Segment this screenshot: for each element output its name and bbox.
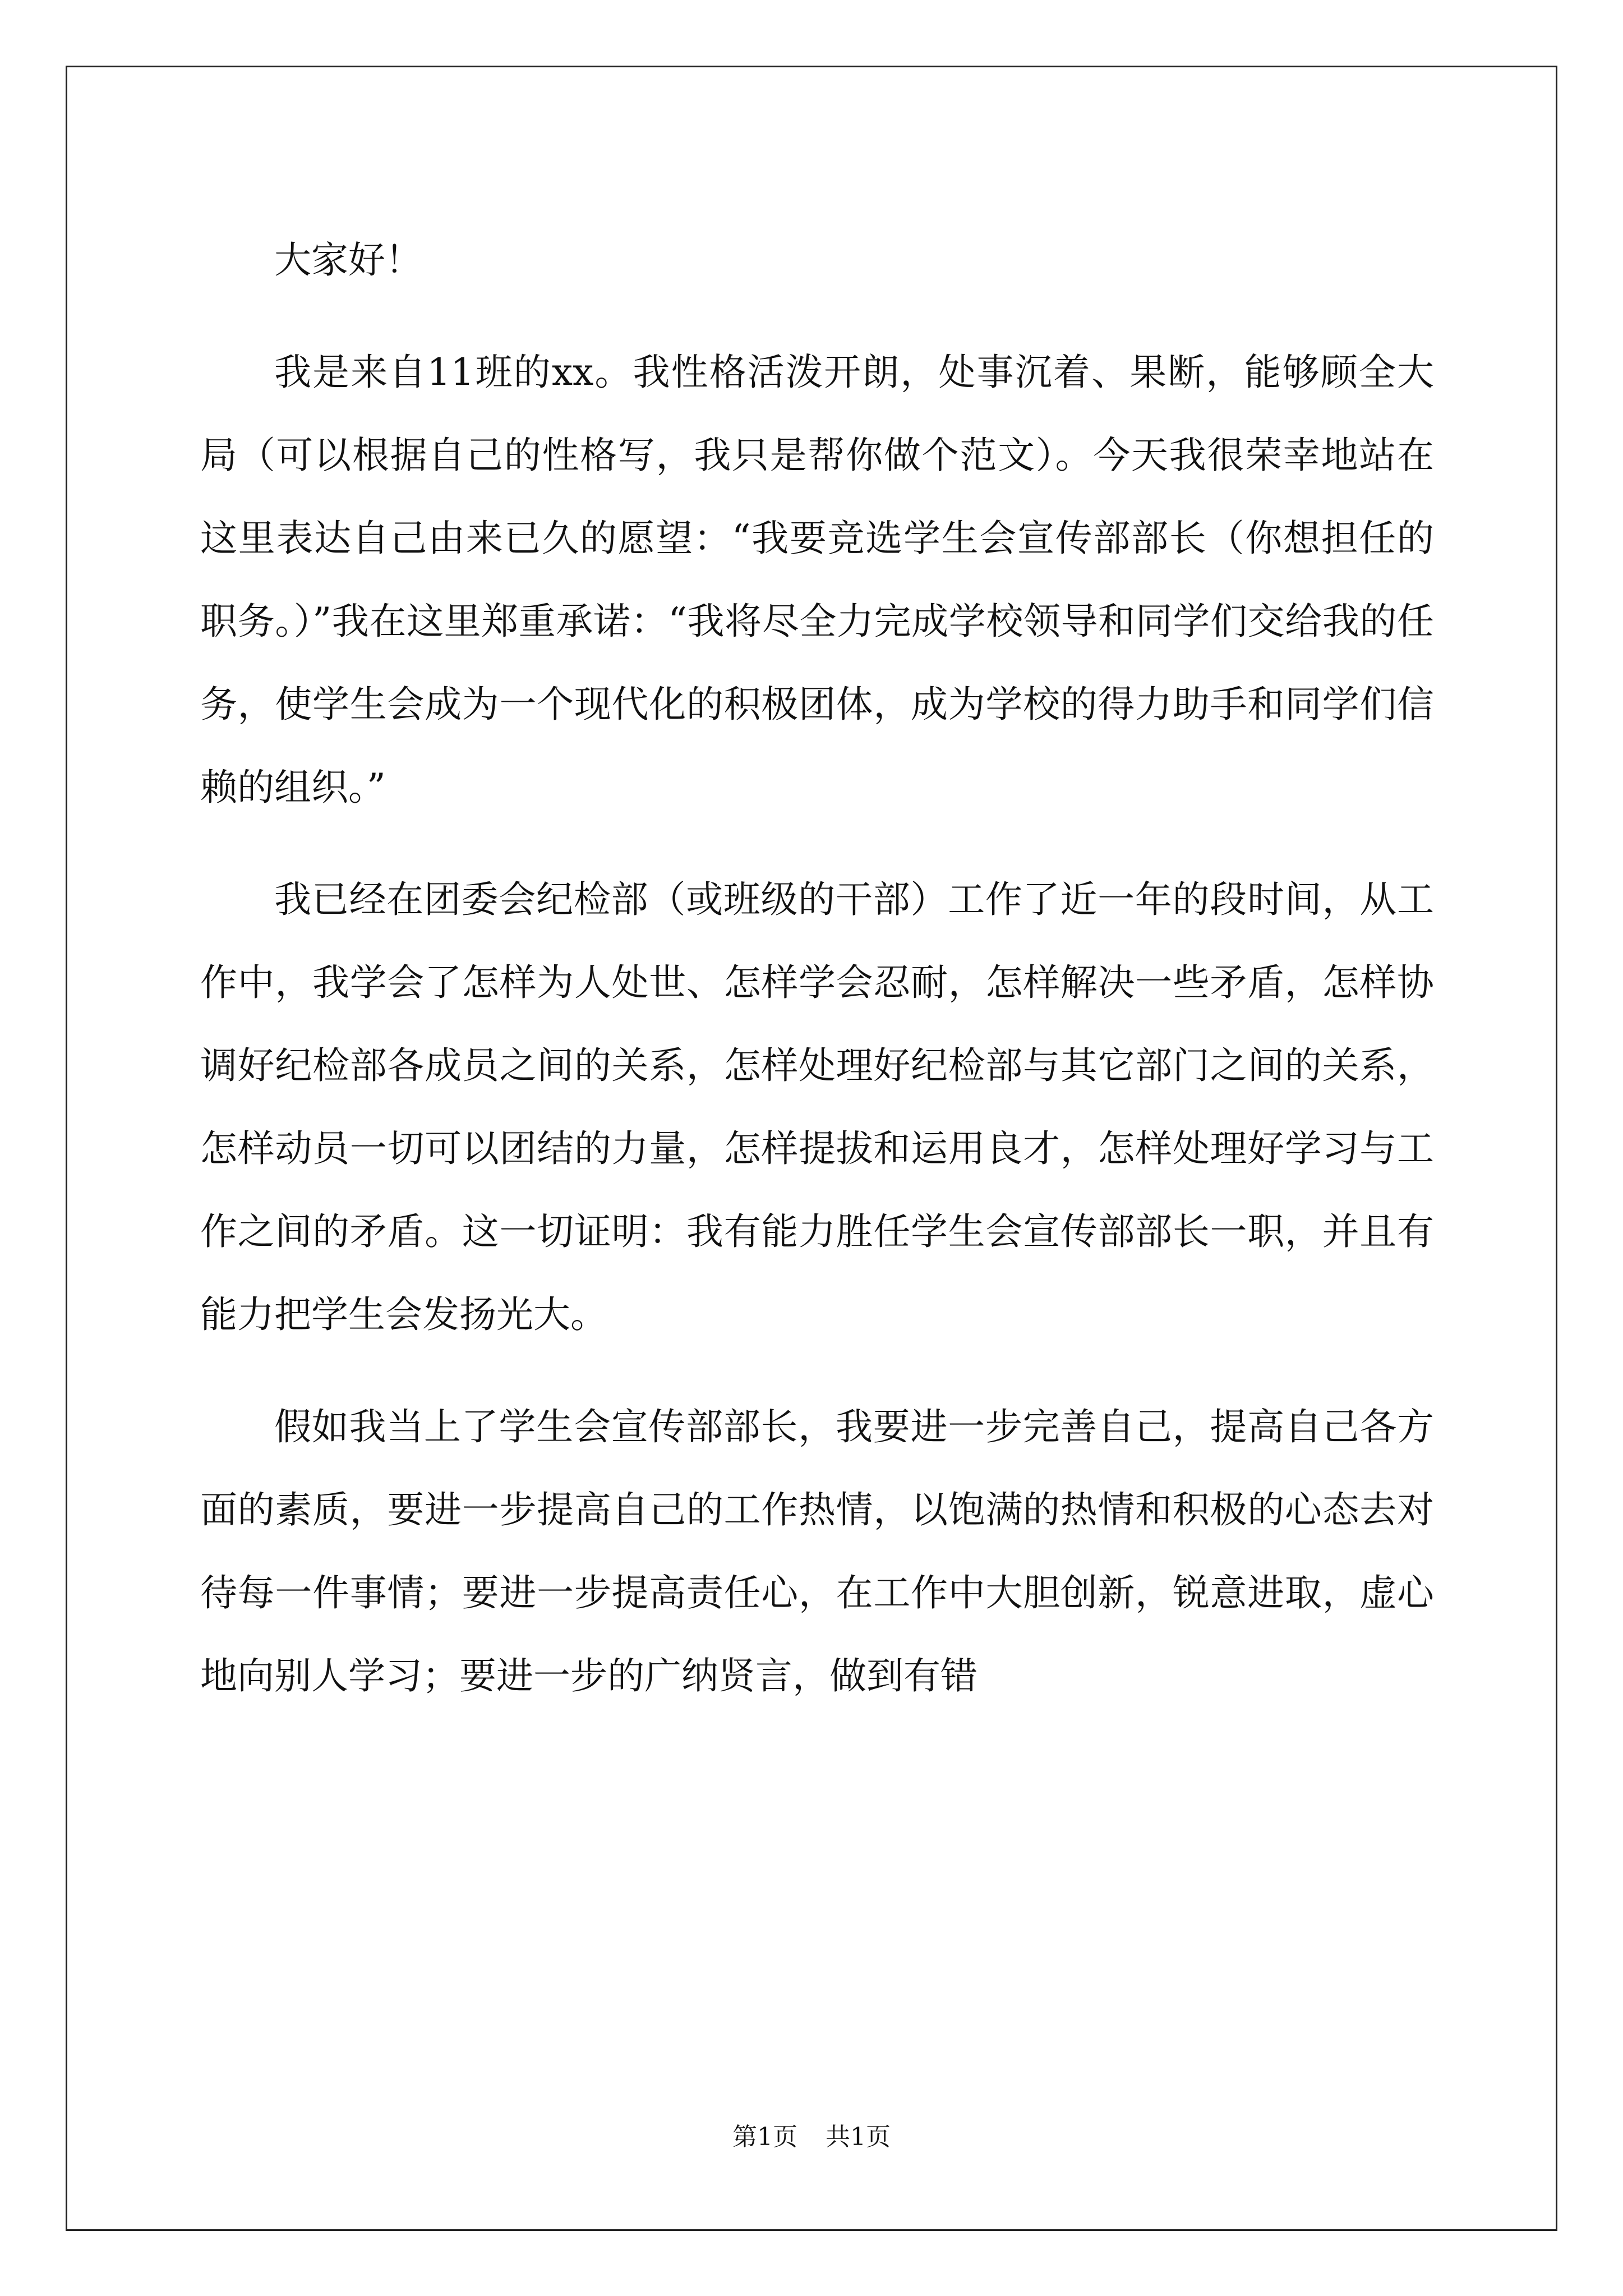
page-count: 共1页 bbox=[826, 2123, 891, 2151]
experience-paragraph: 我已经在团委会纪检部（或班级的干部）工作了近一年的段时间，从工作中，我学会了怎样为人处世、怎样学会忍耐，怎样解决一些矛盾，怎样协调好纪检部各成员之间的关系，怎样处理好纪检部与其它部门之间的关系，怎样动员一切可以团结的力量，怎样提拔和运用良才，怎样处理好学习与工作之间的矛盾。这一切证明：我有能力胜任学生会宣传部部长一职，并且有能力把学生会发扬光大。 bbox=[200, 878, 1434, 1336]
page-number: 第1页 bbox=[732, 2123, 797, 2151]
greeting-paragraph: 大家好！ bbox=[274, 238, 422, 282]
plan-paragraph: 假如我当上了学生会宣传部部长，我要进一步完善自己，提高自己各方面的素质，要进一步提高自己的工作热情，以饱满的热情和积极的心态去对待每一件事情；要进一步提高责任心，在工作中大胆创新，锐意进取，虚心地向别人学习；要进一步的广纳贤言，做到有错 bbox=[200, 1405, 1434, 1697]
page-footer bbox=[0, 2120, 1623, 2154]
introduction-paragraph: 我是来自11班的xx。我性格活泼开朗，处事沉着、果断，能够顾全大局（可以根据自己的性格写，我只是帮你做个范文）。今天我很荣幸地站在这里表达自己由来已久的愿望：“我要竞选学生会宣传部部长（你想担任的职务。）”我在这里郑重承诺：“我将尽全力完成学校领导和同学们交给我的任务，使学生会成为一个现代化的积极团体，成为学校的得力助手和同学们信赖的组织。” bbox=[200, 351, 1434, 809]
document-body bbox=[200, 219, 1434, 1718]
